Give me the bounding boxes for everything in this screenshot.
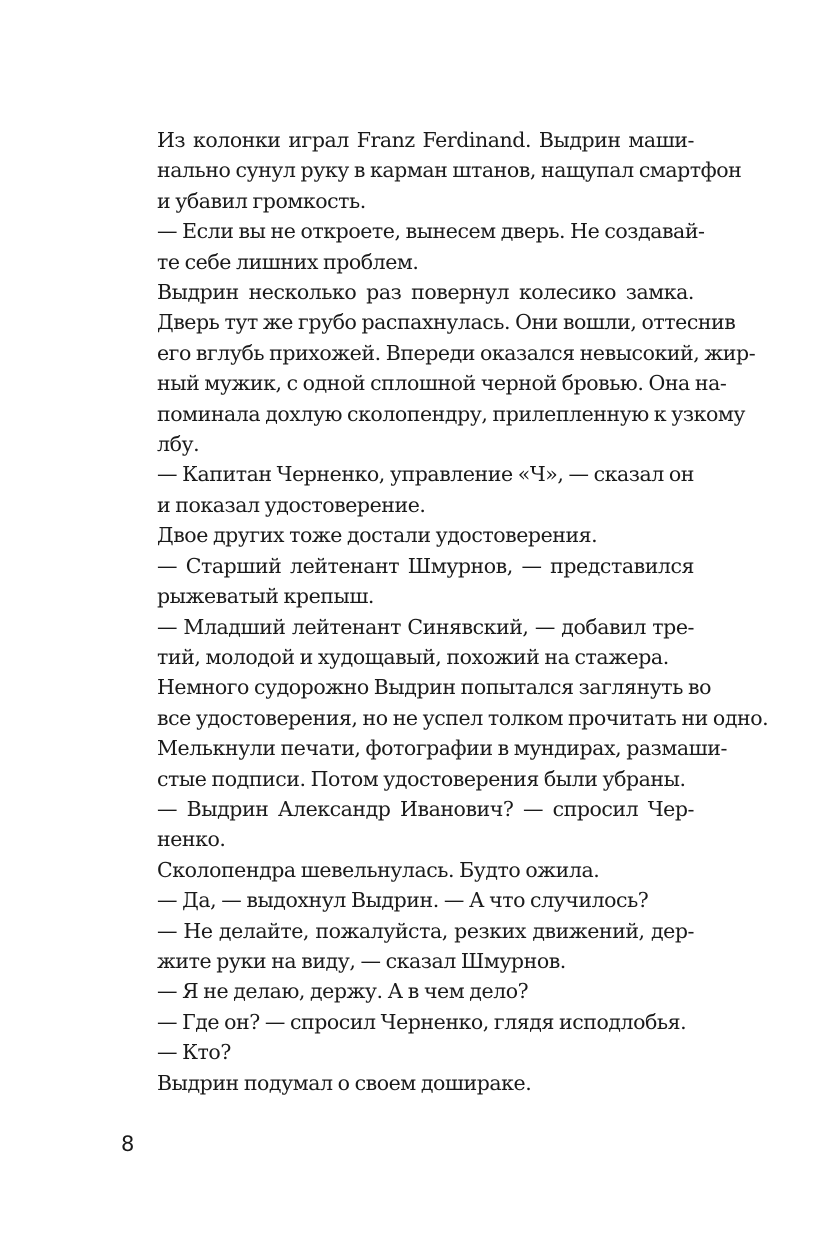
paragraph [124, 459, 694, 520]
page-number: 8 [121, 1132, 135, 1156]
text-line: Из колонки играл Franz Ferdinand. Выдрин маши- [157, 128, 694, 152]
paragraph [124, 551, 694, 612]
text-line: те себе лишних проблем. [157, 249, 419, 274]
text-line: — Я не делаю, держу. А в чем дело? [157, 979, 529, 1004]
text-line: жите руки на виду, — сказал Шмурнов. [157, 948, 566, 973]
text-line: — Старший лейтенант Шмурнов, — представился [157, 553, 694, 578]
text-line: и убавил громкость. [157, 188, 366, 213]
text-line: поминала дохлую сколопендру, прилепленную к узкому [157, 401, 745, 426]
paragraph [124, 672, 769, 794]
text-line: Мелькнули печати, фотографии в мундирах, размаши- [157, 736, 727, 761]
text-line: Дверь тут же грубо распахнулась. Они вошли, оттеснив [157, 310, 736, 335]
text-line: Сколопендра шевельнулась. Будто ожила. [157, 857, 600, 882]
text-line: рыжеватый крепыш. [157, 584, 375, 609]
body-text [124, 125, 769, 1098]
paragraph [124, 1068, 694, 1098]
text-line: нально сунул руку в карман штанов, нащупал смартфон [157, 158, 742, 183]
text-line: Двое других тоже достали удостоверения. [157, 523, 598, 548]
text-line: Выдрин несколько раз повернул колесико замка. [157, 280, 694, 305]
paragraph [124, 125, 742, 216]
text-line: ненко. [157, 827, 226, 852]
text-line: и показал удостоверение. [157, 492, 426, 517]
text-line: — Не делайте, пожалуйста, резких движений, дер- [157, 918, 694, 943]
text-line: ный мужик, с одной сплошной черной бровью. Она на- [157, 371, 727, 396]
text-line: все удостоверения, но не успел толком прочитать ни одно. [157, 705, 769, 730]
text-line: лбу. [157, 432, 200, 457]
paragraph [124, 976, 694, 1006]
paragraph [124, 612, 694, 673]
text-line: — Выдрин Александр Иванович? — спросил Чер- [157, 796, 694, 821]
paragraph [124, 216, 705, 277]
text-line: — Если вы не откроете, вынесем дверь. Не создавай- [157, 219, 705, 244]
text-line: — Да, — выдохнул Выдрин. — А что случилось? [157, 888, 649, 913]
paragraph [124, 916, 694, 977]
paragraph [124, 277, 756, 459]
paragraph [124, 885, 694, 915]
text-line: — Капитан Черненко, управление «Ч», — сказал он [157, 462, 694, 487]
paragraph [124, 1037, 694, 1067]
text-line: Немного судорожно Выдрин попытался заглянуть во [157, 675, 711, 700]
paragraph [124, 855, 694, 885]
text-line: — Где он? — спросил Черненко, глядя исподлобья. [157, 1009, 687, 1034]
text-line: тий, молодой и худощавый, похожий на стажера. [157, 644, 669, 669]
paragraph [124, 520, 694, 550]
text-line: стые подписи. Потом удостоверения были убраны. [157, 766, 686, 791]
text-line: — Кто? [157, 1040, 231, 1065]
paragraph [124, 794, 694, 855]
text-line: — Младший лейтенант Синявский, — добавил тре- [157, 614, 694, 639]
text-line: Выдрин подумал о своем дошираке. [157, 1070, 532, 1095]
paragraph [124, 1007, 694, 1037]
text-line: его вглубь прихожей. Впереди оказался невысокий, жир- [157, 340, 756, 365]
